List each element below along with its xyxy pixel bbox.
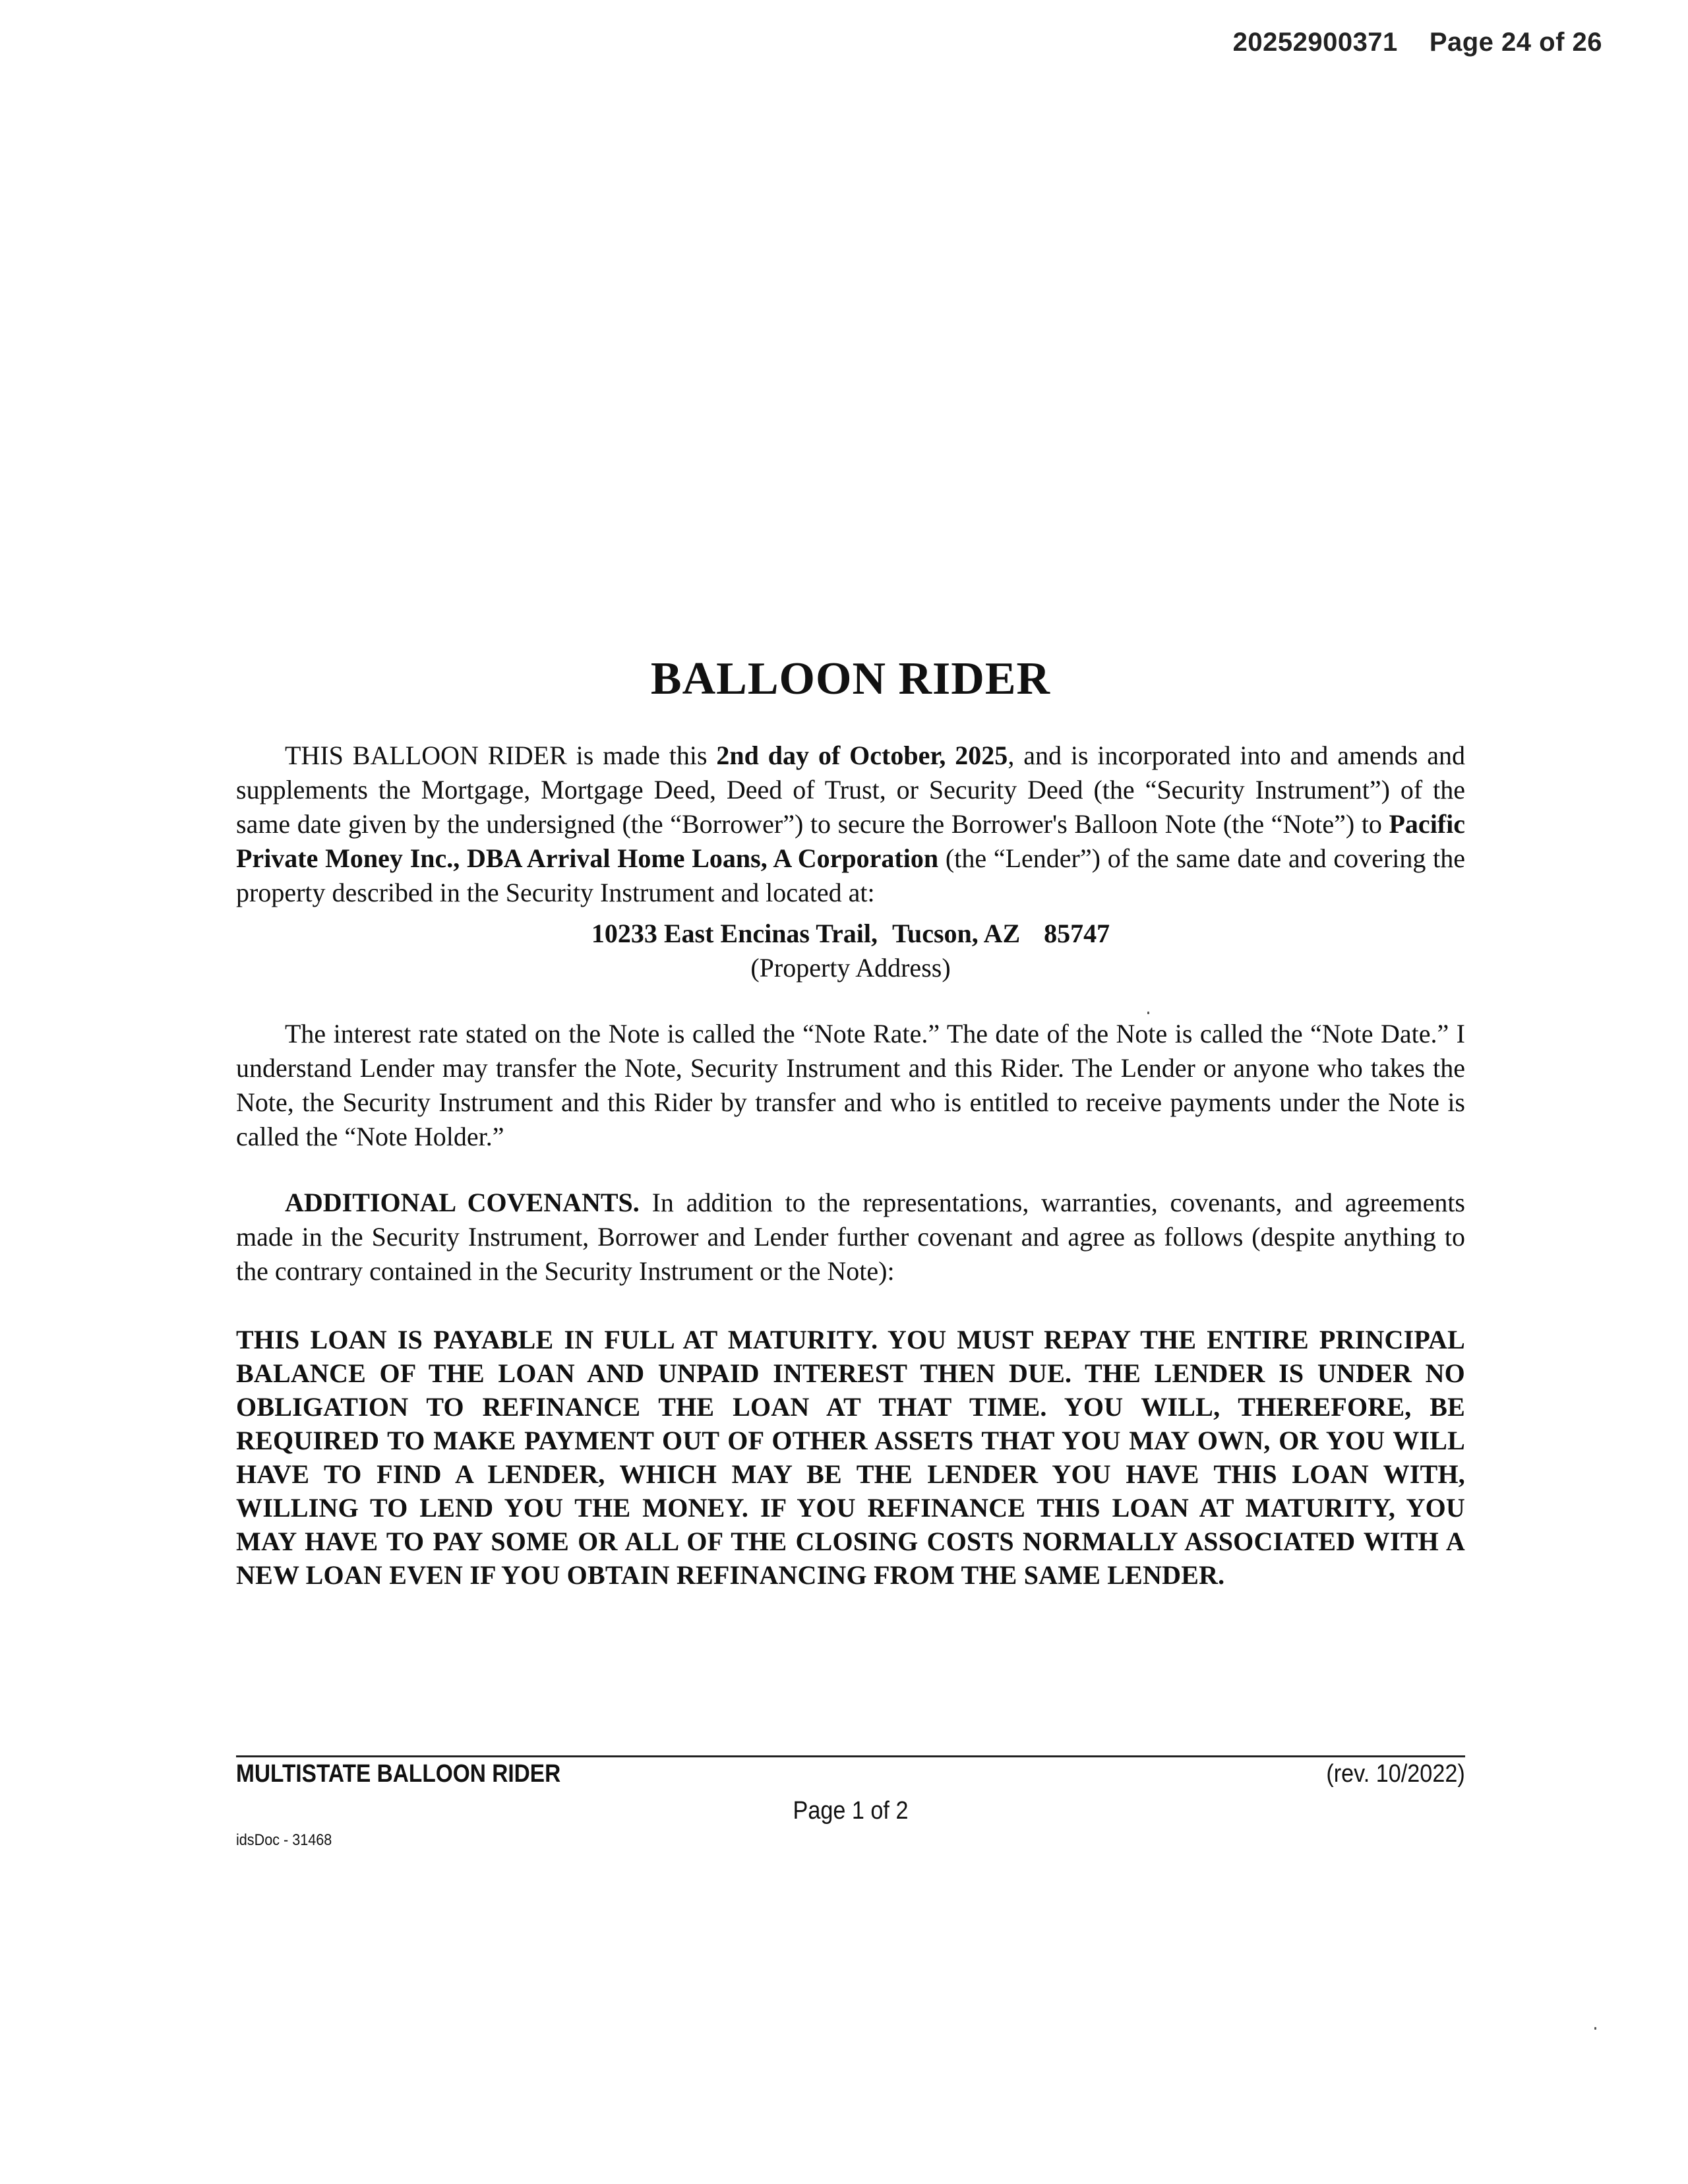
- scan-speck: [1147, 1012, 1149, 1014]
- form-revision: (rev. 10/2022): [1326, 1760, 1465, 1788]
- property-address: [236, 917, 1465, 985]
- lender-name: Pacific Private Money Inc., DBA Arrival Home Loans, A Corporation: [236, 809, 1465, 873]
- covenants-paragraph: ADDITIONAL COVENANTS. In addition to the representations, warranties, covenants, and agreements made in the Security Instrument, Borrower and Lender further covenant and agree as follows (despite anything to the contrary contained in the Security Instrument or the Note):: [236, 1188, 1465, 1286]
- rider-date: 2nd day of October, 2025: [716, 741, 1008, 770]
- address-line: [236, 917, 1465, 951]
- page-number: Page 1 of 2: [793, 1797, 909, 1825]
- scan-speck: [1594, 2027, 1596, 2030]
- street: 10233 East Encinas Trail,: [591, 919, 878, 948]
- page-title: BALLOON RIDER: [650, 653, 1051, 704]
- intro-paragraph: THIS BALLOON RIDER is made this 2nd day of October, 2025, and is incorporated into and amends and supplements the Mortgage, Mortgage Deed, Deed of Trust, or Security Deed (the “Security Instrument”) of the same date given by the undersigned (the “Borrower”) to secure the Borrower's Balloon Note (the “Note”) to Pacific Private Money Inc., DBA Arrival Home Loans, A Corporation (the “Lender”) of the same date and covering the property described in the Security Instrument and located at:: [236, 741, 1466, 907]
- form-name: MULTISTATE BALLOON RIDER: [236, 1760, 561, 1788]
- covenants-heading: ADDITIONAL COVENANTS.: [285, 1188, 640, 1217]
- rider-body: [236, 653, 1465, 1592]
- balloon-disclosure: THIS LOAN IS PAYABLE IN FULL AT MATURITY. YOU MUST REPAY THE ENTIRE PRINCIPAL BALANCE OF THE LOAN AND UNPAID INTEREST THEN DUE. THE LENDER IS UNDER NO OBLIGATION TO REFINANCE THE LOAN AT THAT TIME. YOU WILL, THEREFORE, BE REQUIRED TO MAKE PAYMENT OUT OF OTHER ASSETS THAT YOU MAY OWN, OR YOU WILL HAVE TO FIND A LENDER, WHICH MAY BE THE LENDER YOU HAVE THIS LOAN WITH, WILLING TO LEND YOU THE MONEY. IF YOU REFINANCE THIS LOAN AT MATURITY, YOU MAY HAVE TO PAY SOME OR ALL OF THE CLOSING COSTS NORMALLY ASSOCIATED WITH A NEW LOAN EVEN IF YOU OBTAIN REFINANCING FROM THE SAME LENDER.: [236, 1325, 1465, 1590]
- document-number: 20252900371: [1232, 28, 1398, 57]
- city-state: Tucson, AZ: [891, 919, 1021, 948]
- zip-code: 85747: [1044, 919, 1110, 948]
- page-counter: Page 24 of 26: [1429, 28, 1602, 57]
- doc-id: idsDoc - 31468: [236, 1831, 332, 1849]
- definitions-paragraph: The interest rate stated on the Note is called the “Note Rate.” The date of the Note is called the “Note Date.” I understand Lender may transfer the Note, Security Instrument and this Rider. The Lender or anyone who takes the Note, the Security Instrument and this Rider by transfer and who is entitled to receive payments under the Note is called the “Note Holder.”: [236, 1019, 1465, 1151]
- page-footer: [236, 1755, 1465, 1849]
- recording-header: [1233, 28, 1602, 57]
- address-caption: (Property Address): [750, 953, 951, 983]
